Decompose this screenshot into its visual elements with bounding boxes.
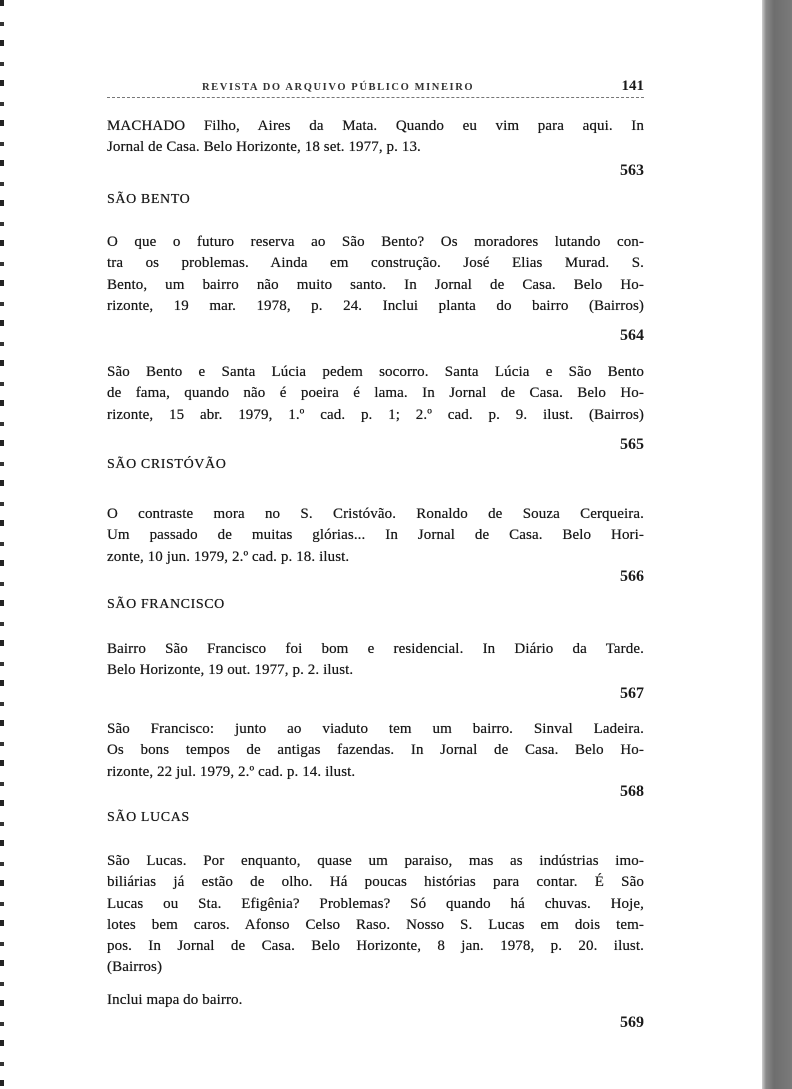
- entry-line: pos. In Jornal de Casa. Belo Horizonte, 8 jan. 1978, p. 20. ilust.: [107, 938, 644, 955]
- bibliography-entry: [107, 639, 644, 682]
- bibliography-entry: [107, 232, 644, 317]
- entry-number: 564: [620, 327, 644, 344]
- bibliography-entry: [107, 504, 644, 568]
- section-heading: SÃO LUCAS: [107, 810, 190, 825]
- entry-line: São Lucas. Por enquanto, quase um paraiso, mas as indústrias imo-: [107, 853, 644, 869]
- entry-number: 566: [620, 568, 644, 585]
- entry-line: Bairro São Francisco foi bom e residencial. In Diário da Tarde.: [107, 641, 644, 657]
- running-header: [107, 78, 644, 98]
- entry-number: 565: [620, 436, 644, 453]
- entry-line: Jornal de Casa. Belo Horizonte, 18 set. 1977, p. 13.: [107, 139, 421, 156]
- section-heading: SÃO CRISTÓVÃO: [107, 457, 227, 472]
- entry-line: tra os problemas. Ainda em construção. José Elias Murad. S.: [107, 255, 644, 272]
- entry-line: (Bairros): [107, 959, 163, 976]
- entry-line: rizonte, 22 jul. 1979, 2.º cad. p. 14. ilust.: [107, 763, 356, 780]
- entry-line: Belo Horizonte, 19 out. 1977, p. 2. ilust.: [107, 662, 354, 679]
- entry-line: rizonte, 15 abr. 1979, 1.º cad. p. 1; 2.º cad. p. 9. ilust. (Bairros): [107, 406, 644, 423]
- scan-right-edge: [762, 0, 792, 1089]
- entry-line: São Bento e Santa Lúcia pedem socorro. Santa Lúcia e São Bento: [107, 364, 644, 380]
- scan-left-edge: [0, 0, 4, 1089]
- bibliography-entry: [107, 116, 644, 159]
- journal-title: REVISTA DO ARQUIVO PÚBLICO MINEIRO: [202, 82, 475, 93]
- entry-line: O contraste mora no S. Cristóvão. Ronaldo de Souza Cerqueira.: [107, 506, 644, 522]
- entry-line: Lucas ou Sta. Efigênia? Problemas? Só quando há chuvas. Hoje,: [107, 895, 644, 912]
- section-heading: SÃO BENTO: [107, 192, 191, 207]
- entry-line: MACHADO Filho, Aires da Mata. Quando eu vim para aqui. In: [107, 118, 644, 134]
- entry-line: Os bons tempos de antigas fazendas. In Jornal de Casa. Belo Ho-: [107, 742, 644, 759]
- bibliography-entry: [107, 719, 644, 783]
- page-number: 141: [621, 78, 644, 94]
- entry-line: O que o futuro reserva ao São Bento? Os moradores lutando con-: [107, 234, 644, 250]
- entry-number: 563: [620, 162, 644, 179]
- header-rule: [107, 97, 644, 98]
- entry-number: 567: [620, 685, 644, 702]
- bibliography-entry: [107, 362, 644, 426]
- bibliography-entry: [107, 851, 644, 979]
- entry-number: 568: [620, 783, 644, 800]
- entry-line: biliárias já estão de olho. Há poucas histórias para contar. É São: [107, 874, 644, 891]
- entry-line: Bento, um bairro não muito santo. In Jornal de Casa. Belo Ho-: [107, 276, 644, 293]
- entry-line: de fama, quando não é poeira é lama. In Jornal de Casa. Belo Ho-: [107, 385, 644, 402]
- entry-note: [107, 990, 644, 1011]
- entry-line: rizonte, 19 mar. 1978, p. 24. Inclui planta do bairro (Bairros): [107, 297, 644, 314]
- section-heading: SÃO FRANCISCO: [107, 597, 225, 612]
- note-line: Inclui mapa do bairro.: [107, 992, 243, 1008]
- entry-line: lotes bem caros. Afonso Celso Raso. Nosso S. Lucas em dois tem-: [107, 916, 644, 933]
- entry-line: zonte, 10 jun. 1979, 2.º cad. p. 18. ilust.: [107, 548, 350, 565]
- entry-line: Um passado de muitas glórias... In Jornal de Casa. Belo Hori-: [107, 527, 644, 544]
- entry-number: 569: [620, 1014, 644, 1031]
- entry-line: São Francisco: junto ao viaduto tem um bairro. Sinval Ladeira.: [107, 721, 644, 737]
